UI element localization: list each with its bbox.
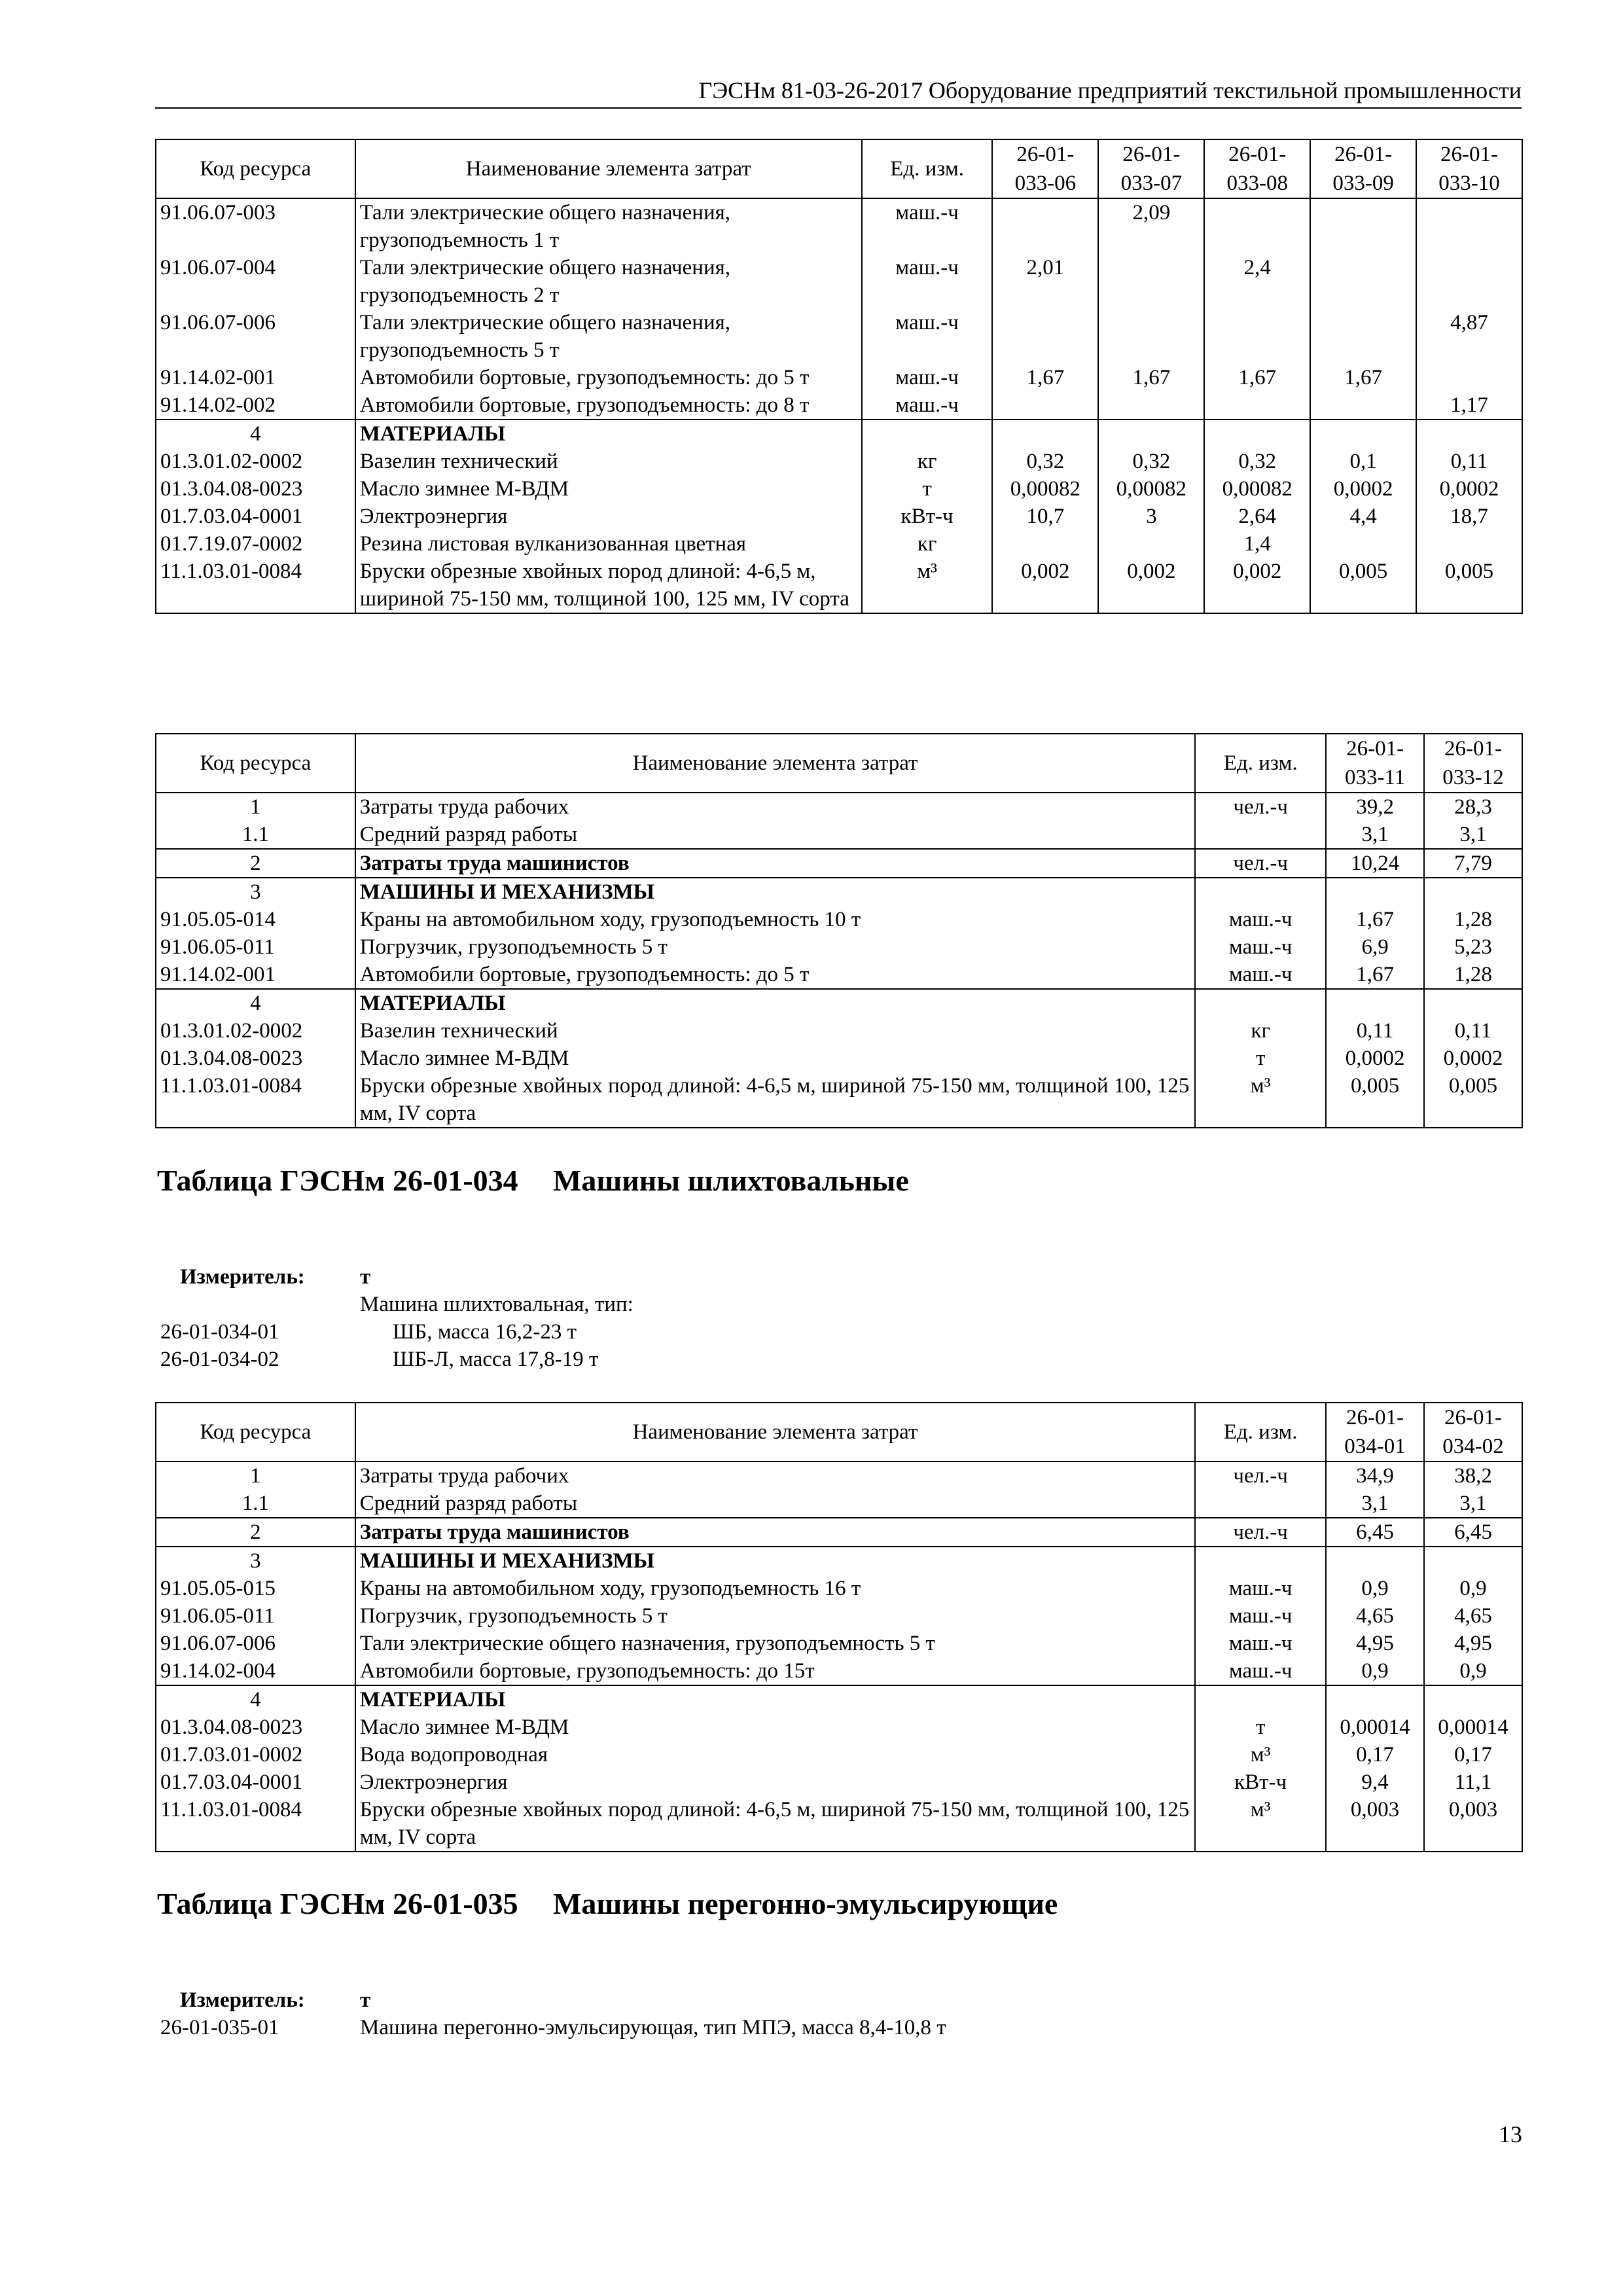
col-header-norm: 26-01- 033-10 <box>1416 139 1522 198</box>
cost-element-name: Вазелин технический <box>355 448 862 475</box>
table-row <box>156 849 1522 878</box>
unit-cell <box>862 420 993 448</box>
meter-value: т <box>360 1265 371 1289</box>
value-cell: 0,11 <box>1416 448 1522 475</box>
table-row <box>156 1547 1522 1575</box>
resource-code: 01.7.19.07-0002 <box>156 530 355 558</box>
table-row <box>156 1657 1522 1685</box>
cost-element-name: Вода водопроводная <box>355 1741 1195 1768</box>
cost-element-name: Тали электрические общего назначения, грузоподъемность 1 т <box>355 198 862 254</box>
col-header-norm: 26-01- 034-02 <box>1424 1403 1522 1462</box>
table-034-title: Таблица ГЭСНм 26-01-034 <box>157 1164 518 1197</box>
value-cell <box>1204 309 1310 364</box>
col-header-norm: 26-01- 033-08 <box>1204 139 1310 198</box>
value-cell: 4,4 <box>1310 503 1416 530</box>
meter-label: Измеритель: <box>180 1988 305 2012</box>
resource-code: 91.06.07-006 <box>156 1630 355 1657</box>
value-cell <box>1424 1685 1522 1713</box>
unit-cell: маш.-ч <box>862 391 993 420</box>
unit-cell: т <box>1195 1045 1326 1072</box>
col-header-norm: 26-01- 034-01 <box>1326 1403 1424 1462</box>
value-cell: 6,45 <box>1326 1518 1424 1547</box>
value-cell: 1,28 <box>1424 906 1522 933</box>
resource-code: 01.7.03.04-0001 <box>156 503 355 530</box>
table-035-title: Таблица ГЭСНм 26-01-035 <box>157 1887 518 1920</box>
running-header: ГЭСНм 81-03-26-2017 Оборудование предприятий текстильной промышленности <box>155 73 1522 109</box>
unit-cell: чел.-ч <box>1195 1462 1326 1490</box>
col-header-norm: 26-01- 033-09 <box>1310 139 1416 198</box>
value-cell: 0,003 <box>1326 1796 1424 1852</box>
value-cell: 6,45 <box>1424 1518 1522 1547</box>
value-cell <box>1424 989 1522 1017</box>
unit-cell: кг <box>862 530 993 558</box>
resource-code: 01.3.01.02-0002 <box>156 1017 355 1045</box>
cost-element-name: МАТЕРИАЛЫ <box>355 989 1196 1017</box>
value-cell <box>1098 530 1204 558</box>
unit-cell: маш.-ч <box>1195 1657 1326 1685</box>
resource-code: 91.14.02-002 <box>156 391 355 420</box>
value-cell: 1,17 <box>1416 391 1522 420</box>
unit-cell: маш.-ч <box>1195 1602 1326 1630</box>
table-row <box>156 878 1522 906</box>
value-cell: 0,00082 <box>1098 475 1204 503</box>
value-cell: 0,002 <box>1204 558 1310 613</box>
value-cell: 0,0002 <box>1326 1045 1424 1072</box>
value-cell: 2,01 <box>992 254 1098 309</box>
resource-code: 91.05.05-015 <box>156 1575 355 1602</box>
resource-code: 1.1 <box>156 1490 355 1518</box>
value-cell <box>992 391 1098 420</box>
unit-cell <box>1195 878 1326 906</box>
item-desc: Машина перегонно-эмульсирующая, тип МПЭ, масса 8,4-10,8 т <box>360 2016 946 2039</box>
value-cell: 0,11 <box>1326 1017 1424 1045</box>
cost-element-name: Средний разряд работы <box>355 1490 1195 1518</box>
col-header-name: Наименование элемента затрат <box>355 139 862 198</box>
unit-cell: м³ <box>1195 1741 1326 1768</box>
unit-cell: т <box>1195 1713 1326 1741</box>
resource-code: 91.14.02-001 <box>156 364 355 391</box>
table-row <box>156 254 1522 309</box>
value-cell <box>992 198 1098 254</box>
value-cell: 0,32 <box>992 448 1098 475</box>
value-cell: 1,67 <box>992 364 1098 391</box>
unit-cell: кг <box>1195 1017 1326 1045</box>
table-034-name: Машины шлихтовальные <box>553 1164 909 1197</box>
unit-cell: кВт-ч <box>862 503 993 530</box>
unit-cell: маш.-ч <box>1195 1575 1326 1602</box>
value-cell: 0,003 <box>1424 1796 1522 1852</box>
value-cell <box>1326 1685 1424 1713</box>
item-code: 26-01-034-01 <box>160 1320 279 1344</box>
resource-table-034 <box>155 1402 1523 1852</box>
unit-cell: кг <box>862 448 993 475</box>
cost-element-name: Погрузчик, грузоподъемность 5 т <box>355 933 1196 961</box>
value-cell: 0,17 <box>1424 1741 1522 1768</box>
table-row <box>156 989 1522 1017</box>
value-cell <box>992 420 1098 448</box>
value-cell: 7,79 <box>1424 849 1522 878</box>
col-header-norm: 26-01- 033-07 <box>1098 139 1204 198</box>
unit-cell: чел.-ч <box>1195 793 1326 821</box>
cost-element-name: МАТЕРИАЛЫ <box>355 420 862 448</box>
cost-element-name: МАШИНЫ И МЕХАНИЗМЫ <box>355 878 1196 906</box>
col-header-name: Наименование элемента затрат <box>355 734 1196 793</box>
unit-cell <box>1195 821 1326 849</box>
value-cell: 0,005 <box>1326 1072 1424 1128</box>
resource-code: 01.3.04.08-0023 <box>156 475 355 503</box>
resource-table-033-11-12 <box>155 733 1523 1128</box>
resource-code: 2 <box>156 1518 355 1547</box>
value-cell <box>992 530 1098 558</box>
value-cell: 3 <box>1098 503 1204 530</box>
table-row <box>156 1575 1522 1602</box>
value-cell <box>1098 420 1204 448</box>
resource-code: 01.7.03.01-0002 <box>156 1741 355 1768</box>
meter-label: Измеритель: <box>180 1265 305 1289</box>
value-cell <box>1424 1547 1522 1575</box>
cost-element-name: Масло зимнее М-ВДМ <box>355 1713 1195 1741</box>
value-cell: 5,23 <box>1424 933 1522 961</box>
value-cell <box>1310 198 1416 254</box>
cost-element-name: Тали электрические общего назначения, грузоподъемность 5 т <box>355 1630 1195 1657</box>
value-cell: 0,1 <box>1310 448 1416 475</box>
table-row <box>156 1713 1522 1741</box>
resource-code: 1 <box>156 793 355 821</box>
item-desc: ШБ-Л, масса 17,8-19 т <box>393 1348 599 1371</box>
value-cell: 0,9 <box>1326 1657 1424 1685</box>
table-row <box>156 1741 1522 1768</box>
cost-element-name: Тали электрические общего назначения, грузоподъемность 2 т <box>355 254 862 309</box>
value-cell: 34,9 <box>1326 1462 1424 1490</box>
cost-element-name: Вазелин технический <box>355 1017 1196 1045</box>
value-cell: 0,32 <box>1204 448 1310 475</box>
meter-block-034 <box>160 1263 946 1381</box>
value-cell: 0,002 <box>992 558 1098 613</box>
cost-element-name: Затраты труда рабочих <box>355 1462 1195 1490</box>
value-cell <box>1326 878 1424 906</box>
resource-code: 01.3.01.02-0002 <box>156 448 355 475</box>
value-cell <box>1098 254 1204 309</box>
cost-element-name: Бруски обрезные хвойных пород длиной: 4-6,5 м, шириной 75-150 мм, толщиной 100, 125 мм, IV сорта <box>355 1796 1195 1852</box>
cost-element-name: Автомобили бортовые, грузоподъемность: до 5 т <box>355 961 1196 989</box>
table-035-name: Машины перегонно-эмульсирующие <box>553 1887 1058 1920</box>
value-cell <box>1310 254 1416 309</box>
table-row <box>156 906 1522 933</box>
col-header-name: Наименование элемента затрат <box>355 1403 1195 1462</box>
value-cell: 0,0002 <box>1416 475 1522 503</box>
value-cell: 11,1 <box>1424 1768 1522 1796</box>
meter-value: т <box>360 1988 371 2012</box>
value-cell: 0,005 <box>1424 1072 1522 1128</box>
value-cell <box>1310 309 1416 364</box>
resource-code: 4 <box>156 1685 355 1713</box>
table-row <box>156 821 1522 849</box>
cost-element-name: Резина листовая вулканизованная цветная <box>355 530 862 558</box>
resource-code: 91.06.07-006 <box>156 309 355 364</box>
header-row <box>156 139 1522 198</box>
unit-cell <box>1195 1547 1326 1575</box>
table-row <box>156 1017 1522 1045</box>
value-cell: 1,67 <box>1310 364 1416 391</box>
cost-element-name: Автомобили бортовые, грузоподъемность: до 8 т <box>355 391 862 420</box>
value-cell: 3,1 <box>1326 1490 1424 1518</box>
value-cell: 0,00082 <box>992 475 1098 503</box>
cost-element-name: Электроэнергия <box>355 1768 1195 1796</box>
table-row <box>156 1796 1522 1852</box>
unit-cell <box>1195 1490 1326 1518</box>
value-cell: 0,9 <box>1424 1657 1522 1685</box>
resource-code: 4 <box>156 989 355 1017</box>
value-cell: 1,67 <box>1098 364 1204 391</box>
table-row <box>156 1045 1522 1072</box>
value-cell <box>1310 391 1416 420</box>
table-row <box>156 364 1522 391</box>
col-header-unit: Ед. изм. <box>1195 1403 1326 1462</box>
unit-cell: маш.-ч <box>862 364 993 391</box>
resource-code: 1 <box>156 1462 355 1490</box>
col-header-code: Код ресурса <box>156 734 355 793</box>
value-cell <box>1416 198 1522 254</box>
value-cell <box>1204 391 1310 420</box>
table-row <box>156 448 1522 475</box>
unit-cell: маш.-ч <box>862 254 993 309</box>
cost-element-name: Автомобили бортовые, грузоподъемность: до 15т <box>355 1657 1195 1685</box>
unit-cell: м³ <box>1195 1796 1326 1852</box>
col-header-unit: Ед. изм. <box>1195 734 1326 793</box>
resource-code: 11.1.03.01-0084 <box>156 1796 355 1852</box>
value-cell <box>1416 420 1522 448</box>
value-cell: 4,87 <box>1416 309 1522 364</box>
value-cell: 2,64 <box>1204 503 1310 530</box>
item-code: 26-01-035-01 <box>160 2016 279 2039</box>
value-cell: 0,00082 <box>1204 475 1310 503</box>
value-cell <box>1416 530 1522 558</box>
unit-cell: маш.-ч <box>1195 933 1326 961</box>
unit-cell: маш.-ч <box>1195 906 1326 933</box>
header-row <box>156 734 1522 793</box>
value-cell: 10,24 <box>1326 849 1424 878</box>
value-cell: 4,65 <box>1326 1602 1424 1630</box>
value-cell <box>1204 198 1310 254</box>
cost-element-name: Затраты труда машинистов <box>355 1518 1195 1547</box>
col-header-norm: 26-01- 033-06 <box>992 139 1098 198</box>
cost-element-name: Тали электрические общего назначения, грузоподъемность 5 т <box>355 309 862 364</box>
value-cell <box>1416 364 1522 391</box>
table-row <box>156 1630 1522 1657</box>
table-row <box>156 391 1522 420</box>
unit-cell: чел.-ч <box>1195 849 1326 878</box>
col-header-norm: 26-01- 033-11 <box>1326 734 1424 793</box>
value-cell <box>1098 391 1204 420</box>
resource-table-033-06-10 <box>155 139 1523 614</box>
table-row <box>156 1518 1522 1547</box>
meter-block-035 <box>160 1986 1142 2045</box>
table-row <box>156 198 1522 254</box>
value-cell: 10,7 <box>992 503 1098 530</box>
cost-element-name: Краны на автомобильном ходу, грузоподъемность 10 т <box>355 906 1196 933</box>
table-row <box>156 503 1522 530</box>
resource-code: 4 <box>156 420 355 448</box>
value-cell: 2,09 <box>1098 198 1204 254</box>
value-cell <box>992 309 1098 364</box>
cost-element-name: Бруски обрезные хвойных пород длиной: 4-6,5 м, шириной 75-150 мм, толщиной 100, 125 мм, IV сорта <box>355 1072 1196 1128</box>
col-header-unit: Ед. изм. <box>862 139 993 198</box>
resource-code: 91.14.02-004 <box>156 1657 355 1685</box>
resource-code: 91.14.02-001 <box>156 961 355 989</box>
value-cell <box>1098 309 1204 364</box>
cost-element-name: Средний разряд работы <box>355 821 1196 849</box>
table-row <box>156 1602 1522 1630</box>
resource-code: 3 <box>156 878 355 906</box>
header-row <box>156 1403 1522 1462</box>
item-code: 26-01-034-02 <box>160 1348 279 1371</box>
value-cell <box>1326 1547 1424 1575</box>
value-cell <box>1310 530 1416 558</box>
cost-element-name: Краны на автомобильном ходу, грузоподъемность 16 т <box>355 1575 1195 1602</box>
resource-code: 01.3.04.08-0023 <box>156 1713 355 1741</box>
value-cell: 0,005 <box>1310 558 1416 613</box>
cost-element-name: МАШИНЫ И МЕХАНИЗМЫ <box>355 1547 1195 1575</box>
unit-cell: м³ <box>862 558 993 613</box>
value-cell: 0,00014 <box>1326 1713 1424 1741</box>
unit-cell: маш.-ч <box>862 198 993 254</box>
table-row <box>156 309 1522 364</box>
resource-code: 3 <box>156 1547 355 1575</box>
table-row <box>156 793 1522 821</box>
table-row <box>156 933 1522 961</box>
value-cell: 1,67 <box>1204 364 1310 391</box>
value-cell: 4,95 <box>1424 1630 1522 1657</box>
resource-code: 01.3.04.08-0023 <box>156 1045 355 1072</box>
cost-element-name: Погрузчик, грузоподъемность 5 т <box>355 1602 1195 1630</box>
value-cell: 0,9 <box>1326 1575 1424 1602</box>
value-cell: 28,3 <box>1424 793 1522 821</box>
table-row <box>156 475 1522 503</box>
value-cell <box>1326 989 1424 1017</box>
item-desc: ШБ, масса 16,2-23 т <box>393 1320 577 1344</box>
cost-element-name: Масло зимнее М-ВДМ <box>355 475 862 503</box>
cost-element-name: МАТЕРИАЛЫ <box>355 1685 1195 1713</box>
value-cell <box>1416 254 1522 309</box>
unit-cell: кВт-ч <box>1195 1768 1326 1796</box>
value-cell: 0,11 <box>1424 1017 1522 1045</box>
cost-element-name: Масло зимнее М-ВДМ <box>355 1045 1196 1072</box>
value-cell: 38,2 <box>1424 1462 1522 1490</box>
value-cell: 4,65 <box>1424 1602 1522 1630</box>
resource-code: 2 <box>156 849 355 878</box>
unit-cell: маш.-ч <box>1195 961 1326 989</box>
cost-element-name: Автомобили бортовые, грузоподъемность: до 5 т <box>355 364 862 391</box>
resource-code: 91.06.07-003 <box>156 198 355 254</box>
resource-code: 11.1.03.01-0084 <box>156 1072 355 1128</box>
value-cell: 3,1 <box>1424 821 1522 849</box>
cost-element-name: Затраты труда рабочих <box>355 793 1196 821</box>
unit-cell: маш.-ч <box>1195 1630 1326 1657</box>
resource-code: 1.1 <box>156 821 355 849</box>
table-row <box>156 420 1522 448</box>
value-cell: 2,4 <box>1204 254 1310 309</box>
value-cell: 6,9 <box>1326 933 1424 961</box>
value-cell: 1,4 <box>1204 530 1310 558</box>
page-number: 13 <box>1499 2121 1522 2147</box>
cost-element-name: Бруски обрезные хвойных пород длиной: 4-6,5 м, шириной 75-150 мм, толщиной 100, 125 мм, IV сорта <box>355 558 862 613</box>
table-row <box>156 530 1522 558</box>
value-cell <box>1204 420 1310 448</box>
value-cell: 1,28 <box>1424 961 1522 989</box>
value-cell: 9,4 <box>1326 1768 1424 1796</box>
resource-code: 91.06.05-011 <box>156 933 355 961</box>
value-cell: 0,002 <box>1098 558 1204 613</box>
value-cell: 0,0002 <box>1424 1045 1522 1072</box>
resource-code: 91.06.07-004 <box>156 254 355 309</box>
unit-cell: чел.-ч <box>1195 1518 1326 1547</box>
cost-element-name: Затраты труда машинистов <box>355 849 1196 878</box>
cost-element-name: Электроэнергия <box>355 503 862 530</box>
machine-type-intro: Машина шлихтовальная, тип: <box>360 1293 633 1316</box>
table-row <box>156 961 1522 989</box>
value-cell: 4,95 <box>1326 1630 1424 1657</box>
table-row <box>156 1768 1522 1796</box>
value-cell: 0,00014 <box>1424 1713 1522 1741</box>
value-cell: 0,17 <box>1326 1741 1424 1768</box>
value-cell <box>1424 878 1522 906</box>
col-header-code: Код ресурса <box>156 1403 355 1462</box>
unit-cell: м³ <box>1195 1072 1326 1128</box>
value-cell: 0,0002 <box>1310 475 1416 503</box>
col-header-code: Код ресурса <box>156 139 355 198</box>
resource-code: 91.06.05-011 <box>156 1602 355 1630</box>
value-cell: 0,005 <box>1416 558 1522 613</box>
resource-code: 01.7.03.04-0001 <box>156 1768 355 1796</box>
value-cell: 3,1 <box>1326 821 1424 849</box>
table-row <box>156 1072 1522 1128</box>
unit-cell <box>1195 1685 1326 1713</box>
value-cell: 1,67 <box>1326 961 1424 989</box>
value-cell: 0,32 <box>1098 448 1204 475</box>
table-row <box>156 1685 1522 1713</box>
table-row <box>156 1490 1522 1518</box>
unit-cell: маш.-ч <box>862 309 993 364</box>
resource-code: 11.1.03.01-0084 <box>156 558 355 613</box>
value-cell <box>1310 420 1416 448</box>
unit-cell: т <box>862 475 993 503</box>
resource-code: 91.05.05-014 <box>156 906 355 933</box>
value-cell: 0,9 <box>1424 1575 1522 1602</box>
value-cell: 39,2 <box>1326 793 1424 821</box>
value-cell: 18,7 <box>1416 503 1522 530</box>
table-row <box>156 1462 1522 1490</box>
unit-cell <box>1195 989 1326 1017</box>
col-header-norm: 26-01- 033-12 <box>1424 734 1522 793</box>
table-row <box>156 558 1522 613</box>
value-cell: 1,67 <box>1326 906 1424 933</box>
value-cell: 3,1 <box>1424 1490 1522 1518</box>
